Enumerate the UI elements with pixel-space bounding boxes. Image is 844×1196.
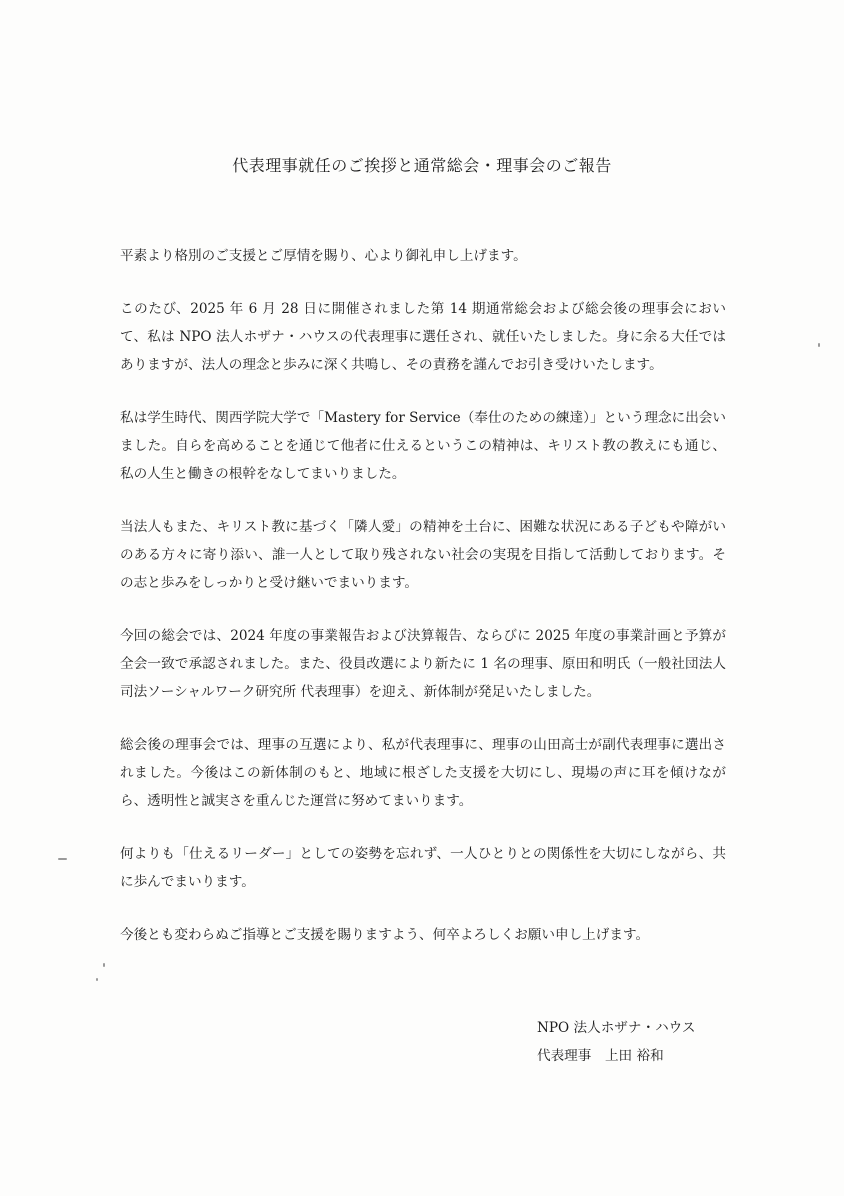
- scan-mark: [818, 343, 820, 347]
- signature-block: [537, 1014, 695, 1070]
- paragraph-appointment: このたび、2025 年 6 月 28 日に開催されました第 14 期通常総会および総会後の理事会において、私は NPO 法人ホザナ・ハウスの代表理事に選任され、就任いたしました。身に余る大任ではありますが、法人の理念と歩みに深く共鳴し、その責務を謹んでお引き受けいたします。: [120, 301, 726, 373]
- paragraph-greeting: 平素より格別のご支援とご厚情を賜り、心より御礼申し上げます。: [120, 248, 527, 264]
- paragraph-general-meeting: 今回の総会では、2024 年度の事業報告および決算報告、ならびに 2025 年度の事業計画と予算が全会一致で承認されました。また、役員改選により新たに 1 名の理事、原田和明氏（一般社団法人 司法ソーシャルワーク研究所 代表理事）を迎え、新体制が発足いたしました。: [120, 628, 726, 700]
- signature-name: 代表理事 上田 裕和: [537, 1048, 664, 1064]
- paragraph-board-meeting: 総会後の理事会では、理事の互選により、私が代表理事に、理事の山田高士が副代表理事に選出されました。今後はこの新体制のもと、地域に根ざした支援を大切にし、現場の声に耳を傾けながら、透明性と誠実さを重んじた運営に努めてまいります。: [120, 737, 726, 809]
- scan-mark: [58, 858, 67, 860]
- scan-mark: [96, 978, 98, 981]
- paragraph-closing: 今後とも変わらぬご指導とご支援を賜りますよう、何卒よろしくお願い申し上げます。: [120, 927, 650, 943]
- paragraph-leadership: 何よりも「仕えるリーダー」としての姿勢を忘れず、一人ひとりとの関係性を大切にしながら、共に歩んでまいります。: [120, 846, 726, 890]
- document-body: [120, 242, 726, 949]
- paragraph-philosophy: 私は学生時代、関西学院大学で「Mastery for Service（奉仕のための練達）」という理念に出会いました。自らを高めることを通じて他者に仕えるというこの精神は、キリスト教の教えにも通じ、私の人生と働きの根幹をなしてまいりました。: [120, 410, 726, 482]
- scan-mark: [103, 963, 105, 967]
- document-title: 代表理事就任のご挨拶と通常総会・理事会のご報告: [232, 156, 612, 175]
- paragraph-mission: 当法人もまた、キリスト教に基づく「隣人愛」の精神を土台に、困難な状況にある子どもや障がいのある方々に寄り添い、誰一人として取り残されない社会の実現を目指して活動しております。その志と歩みをしっかりと受け継いでまいります。: [120, 519, 726, 591]
- signature-organization: NPO 法人ホザナ・ハウス: [537, 1020, 696, 1036]
